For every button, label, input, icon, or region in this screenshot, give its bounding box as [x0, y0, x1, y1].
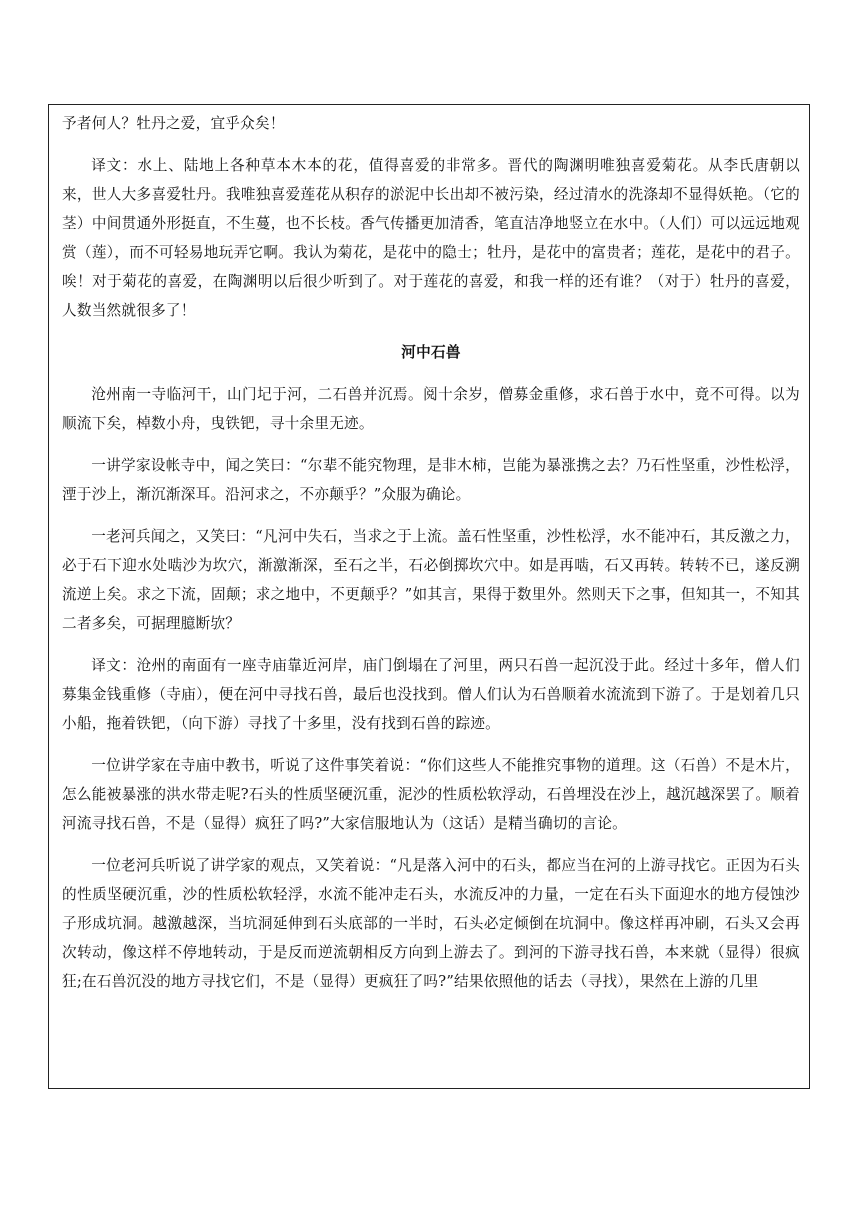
paragraph-original-3: 一老河兵闻之，又笑曰：“凡河中失石，当求之于上流。盖石性坚重，沙性松浮，水不能冲石，其反激之力，必于石下迎水处啮沙为坎穴，渐激渐深，至石之半，石必倒掷坎穴中。如是再啮，石又再转。转转不已，遂反溯流逆上矣。求之下流，固颠；求之地中，不更颠乎？”如其言，果得于数里外。然则天下之事，但知其一，不知其二者多矣，可据理臆断欤？ [62, 528, 800, 632]
paragraph-translation-2: 一位讲学家在寺庙中教书，听说了这件事笑着说：“你们这些人不能推究事物的道理。这（石兽）不是木片，怎么能被暴涨的洪水带走呢?石头的性质坚硬沉重，泥沙的性质松软浮动，石兽埋没在沙上，越沉越深罢了。顺着河流寻找石兽，不是（显得）疯狂了吗?”大家信服地认为（这话）是精当确切的言论。 [62, 757, 800, 832]
section-title: 河中石兽 [401, 344, 461, 361]
paragraph-translation-1: 译文：沧州的南面有一座寺庙靠近河岸，庙门倒塌在了河里，两只石兽一起沉没于此。经过十多年，僧人们募集金钱重修（寺庙），便在河中寻找石兽，最后也没找到。僧人们认为石兽顺着水流流到下游了。于是划着几只小船，拖着铁钯，（向下游）寻找了十多里，没有找到石兽的踪迹。 [62, 657, 800, 732]
paragraph-translation-3: 一位老河兵听说了讲学家的观点，又笑着说：“凡是落入河中的石头，都应当在河的上游寻找它。正因为石头的性质坚硬沉重，沙的性质松软轻浮，水流不能冲走石头，水流反冲的力量，一定在石头下面迎水的地方侵蚀沙子形成坑洞。越激越深，当坑洞延伸到石头底部的一半时，石头必定倾倒在坑洞中。像这样再冲刷，石头又会再次转动，像这样不停地转动，于是反而逆流朝相反方向到上游去了。到河的下游寻找石兽，本来就（显得）很疯狂;在石兽沉没的地方寻找它们，不是（显得）更疯狂了吗?”结果依照他的话去（寻找），果然在上游的几里 [62, 857, 800, 990]
document-body [62, 109, 800, 996]
paragraph-original-1: 沧州南一寺临河干，山门圮于河，二石兽并沉焉。阅十余岁，僧募金重修，求石兽于水中，竟不可得。以为顺流下矣，棹数小舟，曳铁钯，寻十余里无迹。 [62, 386, 800, 432]
paragraph-original-2: 一讲学家设帐寺中，闻之笑曰：“尔辈不能究物理，是非木柿，岂能为暴涨携之去？乃石性坚重，沙性松浮，湮于沙上，渐沉渐深耳。沿河求之，不亦颠乎？”众服为确论。 [62, 457, 800, 503]
paragraph-intro-tail: 予者何人？牡丹之爱，宜乎众矣！ [62, 115, 285, 132]
paragraph-translation-lotus: 译文：水上、陆地上各种草本木本的花，值得喜爱的非常多。晋代的陶渊明唯独喜爱菊花。从李氏唐朝以来，世人大多喜爱牡丹。我唯独喜爱莲花从积存的淤泥中长出却不被污染，经过清水的洗涤却不显得妖艳。（它的茎）中间贯通外形挺直，不生蔓，也不长枝。香气传播更加清香，笔直洁净地竖立在水中。（人们）可以远远地观赏（莲），而不可轻易地玩弄它啊。我认为菊花，是花中的隐士；牡丹，是花中的富贵者；莲花，是花中的君子。唉！对于菊花的喜爱，在陶渊明以后很少听到了。对于莲花的喜爱，和我一样的还有谁？（对于）牡丹的喜爱，人数当然就很多了！ [62, 157, 800, 319]
document-frame [48, 104, 810, 1089]
